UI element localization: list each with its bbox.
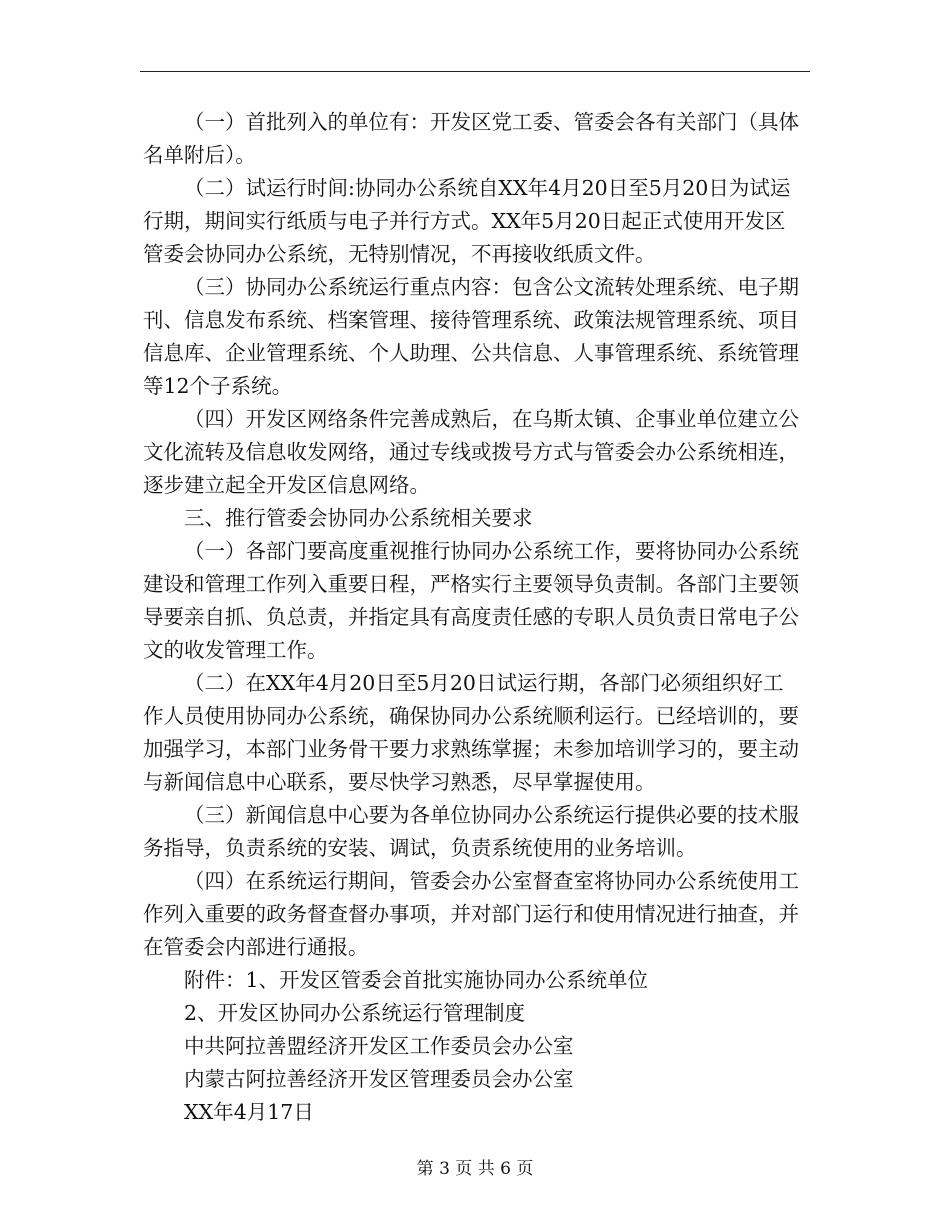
- paragraph-1: （一）首批列入的单位有：开发区党工委、管委会各有关部门（具体名单附后）。: [143, 110, 799, 167]
- paragraph-6: （二）在XX年4月20日至5月20日试运行期，各部门必须组织好工作人员使用协同办公系统，确保协同办公系统顺利运行。已经培训的，要加强学习，本部门业务骨干要力求熟练掌握；未参加培训学习的，要主动与新闻信息中心联系，要尽快学习熟悉，尽早掌握使用。: [143, 671, 799, 794]
- signatory-1: 中共阿拉善盟经济开发区工作委员会办公室: [184, 1034, 574, 1058]
- attachment-line-2: 2、开发区协同办公系统运行管理制度: [184, 1001, 526, 1025]
- document-date: XX年4月17日: [184, 1100, 314, 1124]
- page-number: 第 3 页 共 6 页: [416, 1159, 534, 1179]
- document-body: [143, 106, 803, 1129]
- paragraph-4: （四）开发区网络条件完善成熟后，在乌斯太镇、企事业单位建立公文化流转及信息收发网络，通过专线或拨号方式与管委会办公系统相连，逐步建立起全开发区信息网络。: [143, 407, 799, 497]
- header-rule: [140, 71, 810, 72]
- paragraph-5: （一）各部门要高度重视推行协同办公系统工作，要将协同办公系统建设和管理工作列入重要日程，严格实行主要领导负责制。各部门主要领导要亲自抓、负总责，并指定具有高度责任感的专职人员负责日常电子公文的收发管理工作。: [143, 539, 799, 662]
- signatory-2: 内蒙古阿拉善经济开发区管理委员会办公室: [184, 1067, 574, 1091]
- paragraph-8: （四）在系统运行期间，管委会办公室督查室将协同办公系统使用工作列入重要的政务督查督办事项，并对部门运行和使用情况进行抽查，并在管委会内部进行通报。: [143, 869, 799, 959]
- paragraph-7: （三）新闻信息中心要为各单位协同办公系统运行提供必要的技术服务指导，负责系统的安装、调试，负责系统使用的业务培训。: [143, 803, 799, 860]
- section-heading: 三、推行管委会协同办公系统相关要求: [184, 506, 533, 530]
- attachment-line-1: 附件：1、开发区管委会首批实施协同办公系统单位: [184, 968, 649, 992]
- paragraph-3: （三）协同办公系统运行重点内容：包含公文流转处理系统、电子期刊、信息发布系统、档案管理、接待管理系统、政策法规管理系统、项目信息库、企业管理系统、个人助理、公共信息、人事管理系统、系统管理等12个子系统。: [143, 275, 799, 398]
- paragraph-2: （二）试运行时间:协同办公系统自XX年4月20日至5月20日为试运行期，期间实行纸质与电子并行方式。XX年5月20日起正式使用开发区管委会协同办公系统，无特别情况，不再接收纸质文件。: [143, 176, 791, 266]
